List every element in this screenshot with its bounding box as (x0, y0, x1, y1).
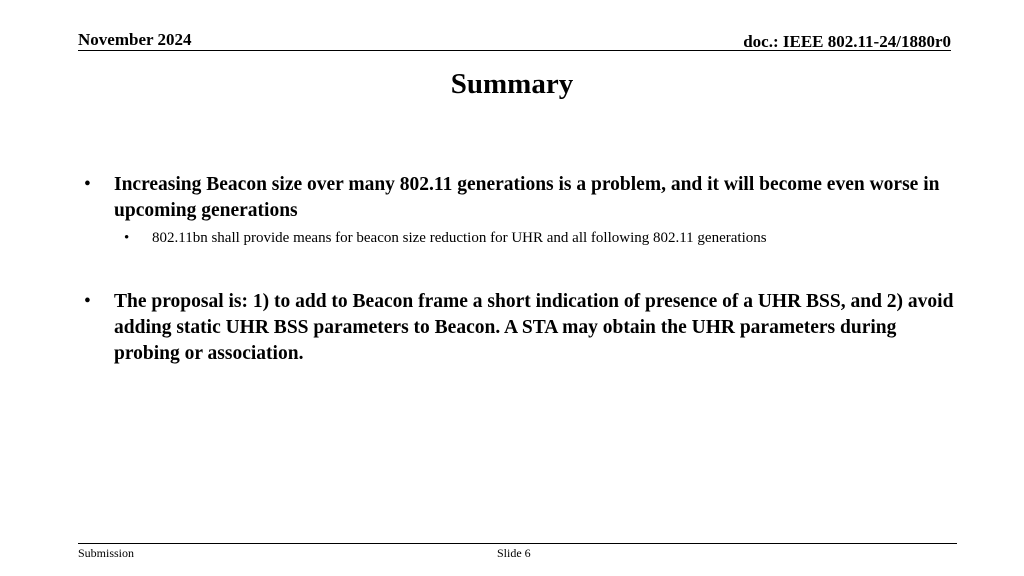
bullet-text: The proposal is: 1) to add to Beacon frame a short indication of presence of a UHR BSS, and 2) avoid adding static UHR BSS parameters to Beacon. A STA may obtain the UHR parameters during probing or association. (114, 291, 954, 364)
bullet-marker: • (124, 230, 130, 246)
sub-bullet-text: 802.11bn shall provide means for beacon size reduction for UHR and all following 802.11 generations (152, 230, 767, 246)
spacer (84, 248, 954, 289)
footer-submission: Submission (78, 546, 135, 560)
bullet-marker: • (84, 174, 91, 195)
header-doc-id: doc.: IEEE 802.11-24/1880r0 (743, 32, 951, 51)
footer-slide-number: Slide 6 (497, 546, 531, 560)
header-date: November 2024 (78, 30, 192, 49)
slide-title: Summary (450, 68, 574, 100)
bullet-text: Increasing Beacon size over many 802.11 generations is a problem, and it will become even worse in upcoming generations (114, 174, 940, 221)
bullet-item (84, 172, 954, 224)
bullet-marker: • (84, 291, 91, 312)
header-divider (78, 50, 951, 51)
footer-divider (78, 543, 957, 544)
slide-body (84, 172, 954, 367)
bullet-item (84, 289, 954, 367)
sub-bullet-item (124, 228, 954, 248)
